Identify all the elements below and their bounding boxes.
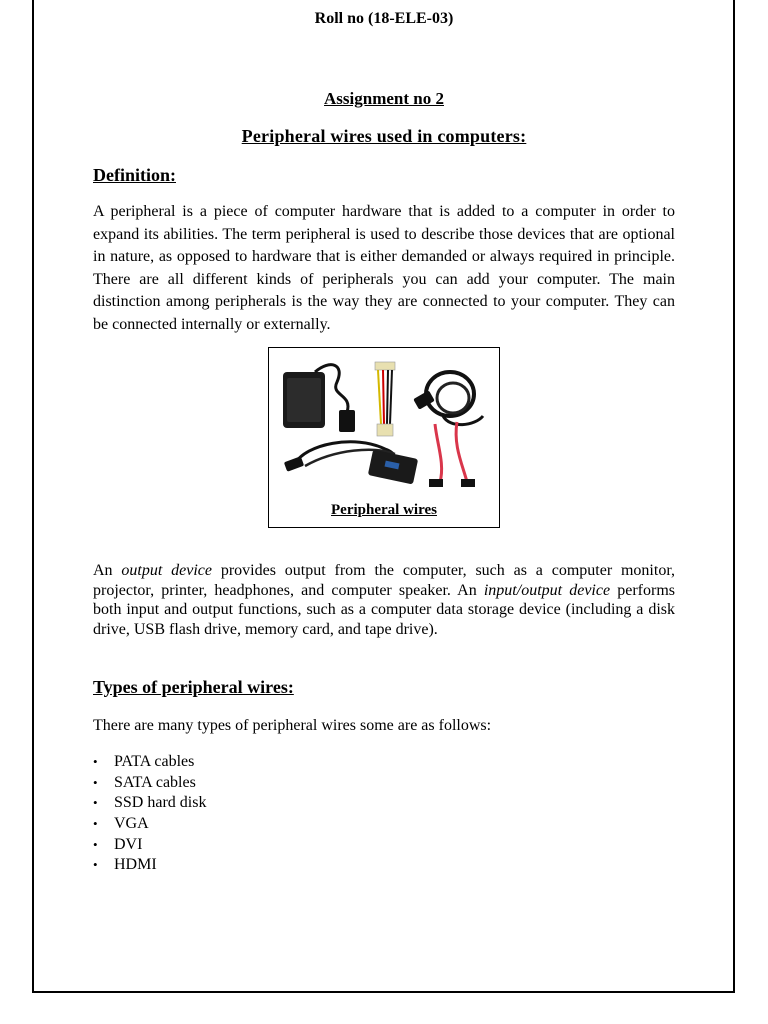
peripheral-wires-image xyxy=(275,354,493,494)
usb-connector xyxy=(339,410,355,432)
page-subtitle: Peripheral wires used in computers: xyxy=(241,126,527,146)
list-item: • DVI xyxy=(93,835,143,853)
list-item: • VGA xyxy=(93,815,149,833)
io-device-term: input/output device xyxy=(483,581,611,599)
definition-paragraph: A peripheral is a piece of computer hardware that is added to a computer in order to expand its abilities. The term peripheral is used to describe those devices that are optional in nature, as opposed to hardware that is either demanded or always required in principle. There are all different kinds of peripherals you can add your computer. The main distinction among peripherals is the way they are connected to your computer. They can be connected internally or externally. xyxy=(93,203,675,333)
peripheral-wires-figure xyxy=(268,347,500,528)
types-intro: There are many types of peripheral wires some are as follows: xyxy=(93,717,492,734)
wire-types-list xyxy=(93,752,206,876)
assignment-title: Assignment no 2 xyxy=(324,89,444,108)
figure-caption: Peripheral wires xyxy=(331,502,437,518)
definition-heading: Definition: xyxy=(93,165,176,185)
types-heading: Types of peripheral wires: xyxy=(93,677,294,697)
io-paragraph: An output device provides output from the computer, such as a computer monitor, projector, printer, headphones, and computer speaker. An input/output device performs both input and output functions, such as a computer data storage device (including a disk drive, USB flash drive, memory card, and tape drive). xyxy=(93,562,676,639)
list-item: • HDMI xyxy=(93,856,157,874)
roll-number: Roll no (18-ELE-03) xyxy=(314,10,454,27)
list-item: • SATA cables xyxy=(93,773,196,791)
output-device-term: output device xyxy=(121,562,212,579)
list-item: • PATA cables xyxy=(93,753,195,770)
list-item: • SSD hard disk xyxy=(93,794,207,812)
